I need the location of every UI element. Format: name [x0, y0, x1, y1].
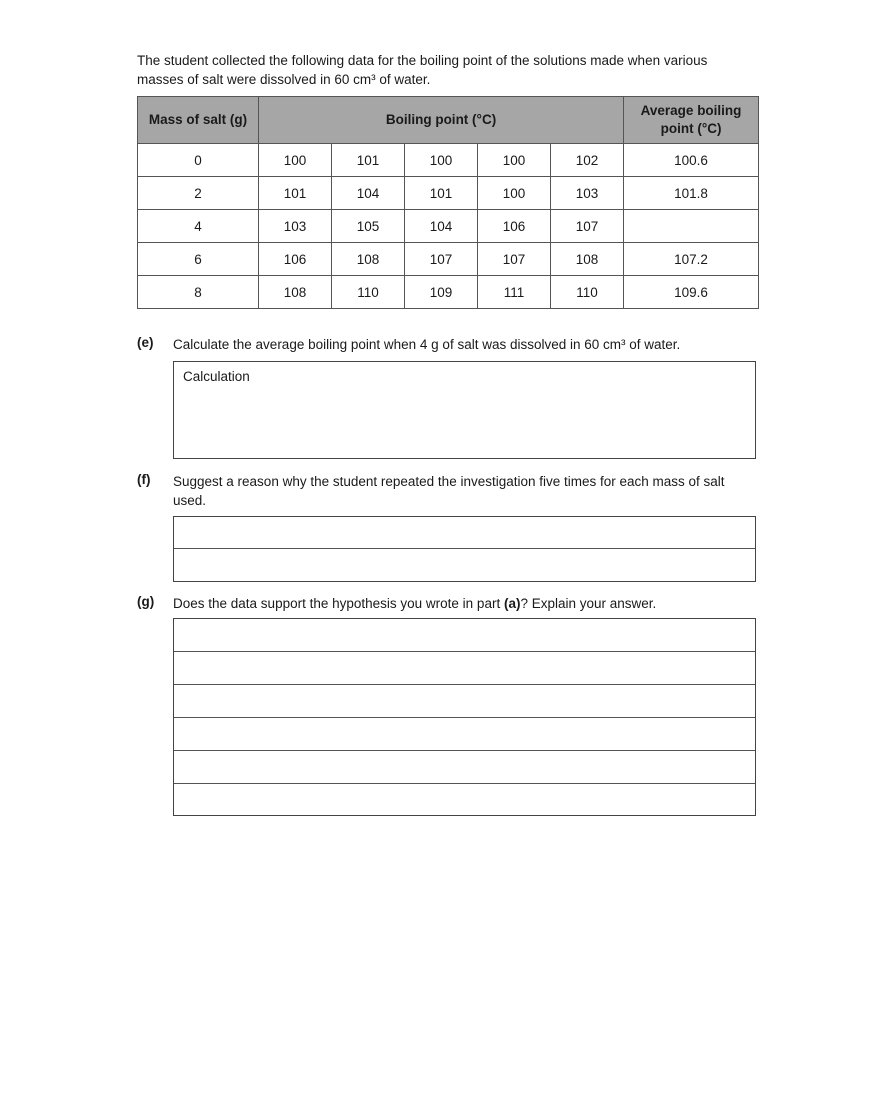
cell-mass: 4 — [138, 210, 259, 243]
cell-trial: 110 — [332, 276, 405, 309]
answer-line[interactable] — [174, 685, 755, 718]
cell-trial: 104 — [405, 210, 478, 243]
calculation-answer-box[interactable] — [173, 361, 756, 459]
cell-trial: 108 — [551, 243, 624, 276]
intro-line-1: The student collected the following data for the boiling point of the solutions made when various — [137, 53, 708, 68]
reason-answer-box[interactable] — [173, 516, 756, 582]
cell-trial: 100 — [405, 144, 478, 177]
cell-trial: 106 — [259, 243, 332, 276]
cell-average: 107.2 — [624, 243, 759, 276]
table-row — [138, 243, 759, 276]
cell-average: 109.6 — [624, 276, 759, 309]
answer-line[interactable] — [174, 619, 755, 652]
cell-trial: 100 — [259, 144, 332, 177]
cell-average: 101.8 — [624, 177, 759, 210]
cell-trial: 111 — [478, 276, 551, 309]
boiling-point-table — [137, 96, 759, 309]
question-f-letter: (f) — [137, 472, 151, 487]
header-average — [624, 97, 759, 144]
cell-mass: 6 — [138, 243, 259, 276]
header-average-line-1: Average boiling — [640, 103, 742, 118]
answer-line[interactable] — [174, 751, 755, 784]
question-g-text — [173, 594, 758, 613]
table-row — [138, 177, 759, 210]
table-header-row — [138, 97, 759, 144]
cell-trial: 100 — [478, 144, 551, 177]
cell-mass: 0 — [138, 144, 259, 177]
cell-trial: 100 — [478, 177, 551, 210]
question-f-line-1: Suggest a reason why the student repeated the investigation five times for each mass of salt — [173, 474, 725, 489]
cell-trial: 107 — [405, 243, 478, 276]
answer-line[interactable] — [174, 652, 755, 685]
question-g-text-before: Does the data support the hypothesis you wrote in part — [173, 596, 504, 611]
intro-line-2: masses of salt were dissolved in 60 cm³ of water. — [137, 72, 431, 87]
table-row — [138, 276, 759, 309]
answer-line[interactable] — [174, 549, 755, 580]
cell-trial: 103 — [551, 177, 624, 210]
cell-trial: 102 — [551, 144, 624, 177]
header-average-line-2: point (°C) — [660, 121, 722, 136]
answer-line[interactable] — [174, 517, 755, 549]
question-g-letter: (g) — [137, 594, 155, 609]
answer-line[interactable] — [174, 784, 755, 816]
cell-mass: 2 — [138, 177, 259, 210]
cell-trial: 101 — [332, 144, 405, 177]
question-g-text-after: ? Explain your answer. — [520, 596, 657, 611]
table-row — [138, 144, 759, 177]
calculation-label: Calculation — [183, 369, 250, 384]
question-g-part-ref: (a) — [503, 596, 521, 611]
intro-text — [137, 51, 762, 89]
cell-trial: 107 — [478, 243, 551, 276]
cell-trial: 108 — [332, 243, 405, 276]
cell-average: 100.6 — [624, 144, 759, 177]
cell-trial: 104 — [332, 177, 405, 210]
header-boiling-point: Boiling point (°C) — [259, 97, 624, 144]
cell-mass: 8 — [138, 276, 259, 309]
table-row — [138, 210, 759, 243]
question-f-text — [173, 472, 758, 510]
cell-trial: 110 — [551, 276, 624, 309]
cell-trial: 107 — [551, 210, 624, 243]
cell-trial: 108 — [259, 276, 332, 309]
cell-trial: 105 — [332, 210, 405, 243]
cell-trial: 109 — [405, 276, 478, 309]
question-e-letter: (e) — [137, 335, 154, 350]
cell-trial: 106 — [478, 210, 551, 243]
explanation-answer-box[interactable] — [173, 618, 756, 816]
cell-trial: 101 — [405, 177, 478, 210]
question-e-text: Calculate the average boiling point when 4 g of salt was dissolved in 60 cm³ of water. — [173, 337, 681, 352]
header-mass: Mass of salt (g) — [138, 97, 259, 144]
cell-average-blank[interactable] — [624, 210, 759, 243]
answer-line[interactable] — [174, 718, 755, 751]
cell-trial: 101 — [259, 177, 332, 210]
question-f-line-2: used. — [173, 493, 207, 508]
cell-trial: 103 — [259, 210, 332, 243]
